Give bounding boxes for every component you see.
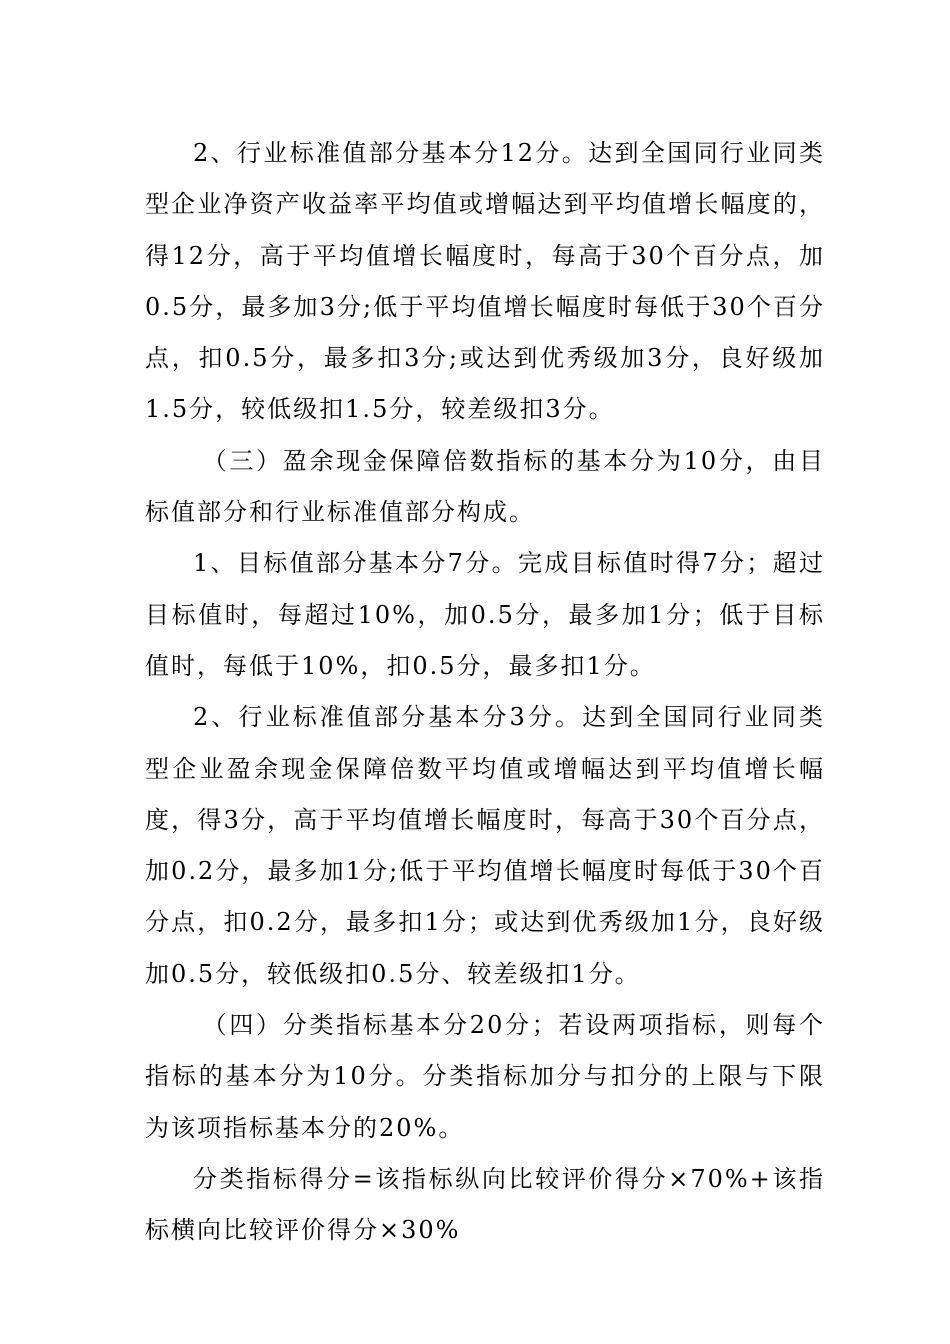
paragraph-score-formula: 分类指标得分=该指标纵向比较评价得分×70%+该指标横向比较评价得分×30% xyxy=(145,1164,825,1245)
paragraph-cash-coverage-heading: （三）盈余现金保障倍数指标的基本分为10分，由目标值部分和行业标准值部分构成。 xyxy=(145,446,825,527)
paragraph-target-value: 1、目标值部分基本分7分。完成目标值时得7分；超过目标值时，每超过10%，加0.5分，最多加1分；低于目标值时，每低于10%，扣0.5分，最多扣1分。 xyxy=(145,549,825,680)
document-body xyxy=(145,128,825,1257)
paragraph-industry-standard-cash: 2、行业标准值部分基本分3分。达到全国同行业同类型企业盈余现金保障倍数平均值或增幅达到平均值增长幅度，得3分，高于平均值增长幅度时，每高于30个百分点，加0.2分，最多加1分;低于平均值增长幅度时每低于30个百分点，扣0.2分，最多扣1分；或达到优秀级加1分，良好级加0.5分，较低级扣0.5分、较差级扣1分。 xyxy=(145,703,825,988)
paragraph-classification-indicators: （四）分类指标基本分20分；若设两项指标，则每个指标的基本分为10分。分类指标加分与扣分的上限与下限为该项指标基本分的20%。 xyxy=(145,1011,825,1142)
paragraph-industry-standard-roe: 2、行业标准值部分基本分12分。达到全国同行业同类型企业净资产收益率平均值或增幅达到平均值增长幅度的，得12分，高于平均值增长幅度时，每高于30个百分点，加0.5分，最多加3分;低于平均值增长幅度时每低于30个百分点，扣0.5分，最多扣3分;或达到优秀级加3分，良好级加1.5分，较低级扣1.5分，较差级扣3分。 xyxy=(145,139,825,424)
